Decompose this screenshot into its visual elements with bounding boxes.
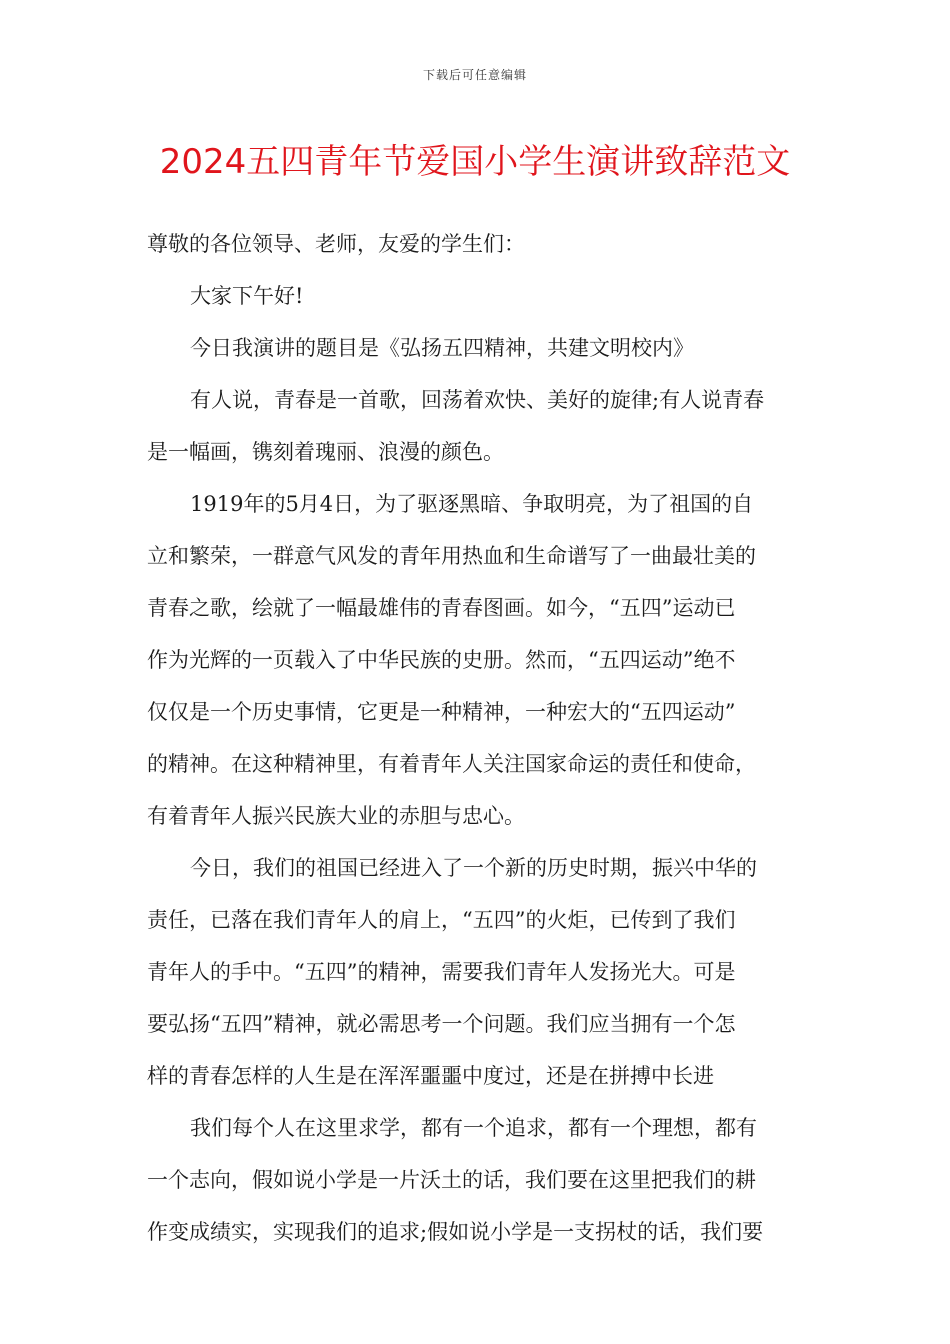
paragraph	[147, 478, 807, 842]
paragraph-line: 青春之歌，绘就了一幅最雄伟的青春图画。如今，“五四”运动已	[147, 596, 736, 620]
paragraph-line: 的精神。在这种精神里，有着青年人关注国家命运的责任和使命，	[147, 752, 756, 776]
paragraph-line: 要弘扬“五四”精神，就必需思考一个问题。我们应当拥有一个怎	[147, 1012, 736, 1036]
paragraph	[147, 842, 807, 1102]
paragraph-line: 样的青春怎样的人生是在浑浑噩噩中度过，还是在拼搏中长进	[147, 1064, 714, 1088]
paragraph-line: 今日，我们的祖国已经进入了一个新的历史时期，振兴中华的	[190, 856, 757, 880]
paragraph-line: 仅仅是一个历史事情，它更是一种精神，一种宏大的“五四运动”	[147, 700, 736, 724]
salutation: 尊敬的各位领导、老师，友爱的学生们：	[147, 232, 525, 256]
paragraph-line: 立和繁荣，一群意气风发的青年用热血和生命谱写了一曲最壮美的	[147, 544, 756, 568]
paragraph-line: 是一幅画，镌刻着瑰丽、浪漫的颜色。	[147, 440, 504, 464]
document-body	[147, 218, 807, 1258]
paragraph-line: 1919年的5月4日，为了驱逐黑暗、争取明亮，为了祖国的自	[190, 492, 754, 516]
paragraph-line: 青年人的手中。“五四”的精神，需要我们青年人发扬光大。可是	[147, 960, 736, 984]
paragraph-line: 作为光辉的一页载入了中华民族的史册。然而，“五四运动”绝不	[147, 648, 736, 672]
header-note: 下载后可任意编辑	[422, 68, 527, 82]
paragraph-line: 一个志向，假如说小学是一片沃土的话，我们要在这里把我们的耕	[147, 1168, 756, 1192]
paragraph-line: 责任，已落在我们青年人的肩上，“五四”的火炬，已传到了我们	[147, 908, 736, 932]
document-title: 2024五四青年节爱国小学生演讲致辞范文	[159, 142, 791, 182]
paragraph-line: 有人说，青春是一首歌，回荡着欢快、美好的旋律;有人说青春	[190, 388, 765, 412]
speech-topic: 今日我演讲的题目是《弘扬五四精神，共建文明校内》	[190, 336, 694, 360]
greeting: 大家下午好!	[190, 284, 304, 308]
paragraph-line: 我们每个人在这里求学，都有一个追求，都有一个理想，都有	[190, 1116, 757, 1140]
paragraph-line: 作变成绩实，实现我们的追求;假如说小学是一支拐杖的话，我们要	[147, 1220, 764, 1244]
paragraph	[147, 1102, 807, 1258]
paragraph	[147, 374, 807, 478]
paragraph-line: 有着青年人振兴民族大业的赤胆与忠心。	[147, 804, 525, 828]
